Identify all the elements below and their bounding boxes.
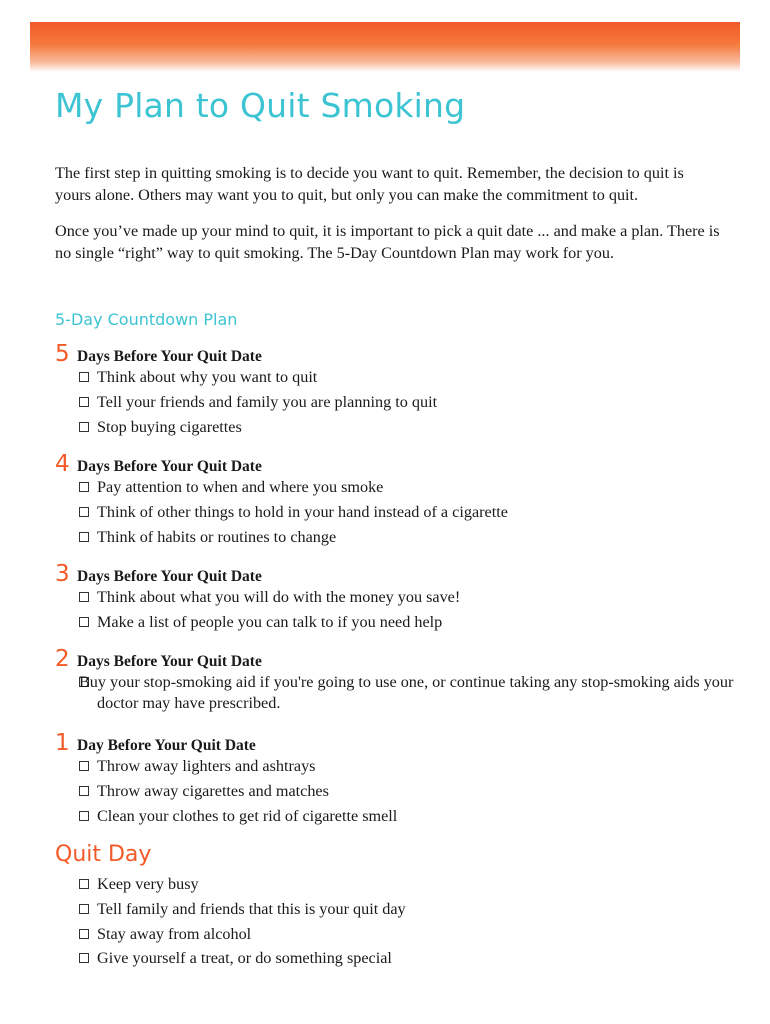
day-header	[55, 646, 735, 672]
header-banner	[30, 22, 740, 72]
day-header	[55, 341, 735, 367]
day-title: Days Before Your Quit Date	[77, 568, 262, 585]
checkbox[interactable]	[79, 397, 89, 407]
page-title: My Plan to Quit Smoking	[55, 86, 466, 125]
checklist-item-text: Tell family and friends that this is your quit day	[97, 899, 406, 918]
checklist-item	[55, 874, 735, 895]
checkbox[interactable]	[79, 482, 89, 492]
checklist-item	[55, 612, 735, 633]
plan-heading: 5-Day Countdown Plan	[55, 310, 238, 329]
checklist-item-text: Think about what you will do with the money you save!	[97, 588, 461, 606]
checkbox[interactable]	[79, 929, 89, 939]
checklist-item-text: Give yourself a treat, or do something special	[97, 949, 392, 968]
checklist-item-text: Think of other things to hold in your hand instead of a cigarette	[97, 502, 508, 521]
checklist-item	[55, 924, 735, 945]
checklist-item	[55, 899, 735, 920]
checklist-item	[55, 587, 735, 608]
day-block-5	[55, 341, 735, 441]
intro-paragraph: The first step in quitting smoking is to decide you want to quit. Remember, the decision to quit is yours alone. Others may want you to quit, but only you can make the commitment to quit.	[55, 164, 684, 204]
day-header	[55, 730, 735, 756]
checklist	[55, 367, 735, 438]
checklist-item-text: Buy your stop-smoking aid if you're going to use one, or continue taking any stop-smoking aids your doctor may have prescribed.	[79, 673, 734, 712]
day-title: Days Before Your Quit Date	[77, 653, 262, 670]
checklist-item-text: Pay attention to when and where you smoke	[97, 478, 384, 496]
checklist-item-text: Stay away from alcohol	[97, 924, 252, 943]
day-title: Days Before Your Quit Date	[77, 348, 262, 365]
checkbox[interactable]	[79, 507, 89, 517]
checklist	[55, 477, 735, 548]
day-block-2	[55, 646, 735, 718]
checklist-item	[55, 948, 735, 969]
checklist-item-text: Keep very busy	[97, 875, 199, 893]
quit-day-checklist	[55, 874, 735, 973]
checkbox[interactable]	[79, 786, 89, 796]
checklist-item-text: Think of habits or routines to change	[97, 527, 337, 546]
checklist	[55, 587, 735, 633]
quit-day-title: Quit Day	[55, 842, 152, 867]
checklist-item	[55, 756, 735, 777]
checkbox[interactable]	[79, 904, 89, 914]
checklist-item-text: Tell your friends and family you are planning to quit	[97, 392, 438, 411]
checklist-item	[55, 417, 735, 438]
checkbox[interactable]	[79, 617, 89, 627]
checklist-item-text: Throw away lighters and ashtrays	[97, 757, 316, 775]
checkbox[interactable]	[79, 372, 89, 382]
day-title: Day Before Your Quit Date	[77, 737, 256, 754]
checkbox[interactable]	[79, 811, 89, 821]
checklist-item	[55, 367, 735, 388]
checkbox[interactable]	[79, 422, 89, 432]
checklist	[55, 672, 735, 714]
checklist-item	[55, 806, 735, 827]
checkbox[interactable]	[79, 879, 89, 889]
checklist-item	[55, 672, 735, 714]
checklist-item-text: Make a list of people you can talk to if you need help	[97, 612, 443, 631]
checklist-item	[55, 477, 735, 498]
day-title: Days Before Your Quit Date	[77, 458, 262, 475]
checklist-item	[55, 502, 735, 523]
day-number: 3	[55, 561, 70, 587]
day-number: 2	[55, 646, 70, 672]
checklist-item-text: Throw away cigarettes and matches	[97, 781, 329, 800]
checkbox[interactable]	[79, 532, 89, 542]
day-block-3	[55, 561, 735, 637]
day-block-4	[55, 451, 735, 551]
checklist	[55, 756, 735, 827]
day-header	[55, 451, 735, 477]
day-block-1	[55, 730, 735, 830]
day-number: 4	[55, 451, 70, 477]
day-number: 5	[55, 341, 70, 367]
intro-paragraph: Once you’ve made up your mind to quit, it is important to pick a quit date ... and make a plan. There is no single “right” way to quit smoking. The 5-Day Countdown Plan may work for you.	[55, 222, 720, 262]
checkbox[interactable]	[79, 953, 89, 963]
day-header	[55, 561, 735, 587]
checklist-item	[55, 392, 735, 413]
checkbox[interactable]	[79, 592, 89, 602]
checklist-item-text: Clean your clothes to get rid of cigarette smell	[97, 806, 398, 825]
checklist-item	[55, 527, 735, 548]
checklist-item	[55, 781, 735, 802]
checkbox[interactable]	[79, 761, 89, 771]
checklist-item-text: Stop buying cigarettes	[97, 417, 242, 436]
day-number: 1	[55, 730, 70, 756]
checklist-item-text: Think about why you want to quit	[97, 368, 318, 386]
